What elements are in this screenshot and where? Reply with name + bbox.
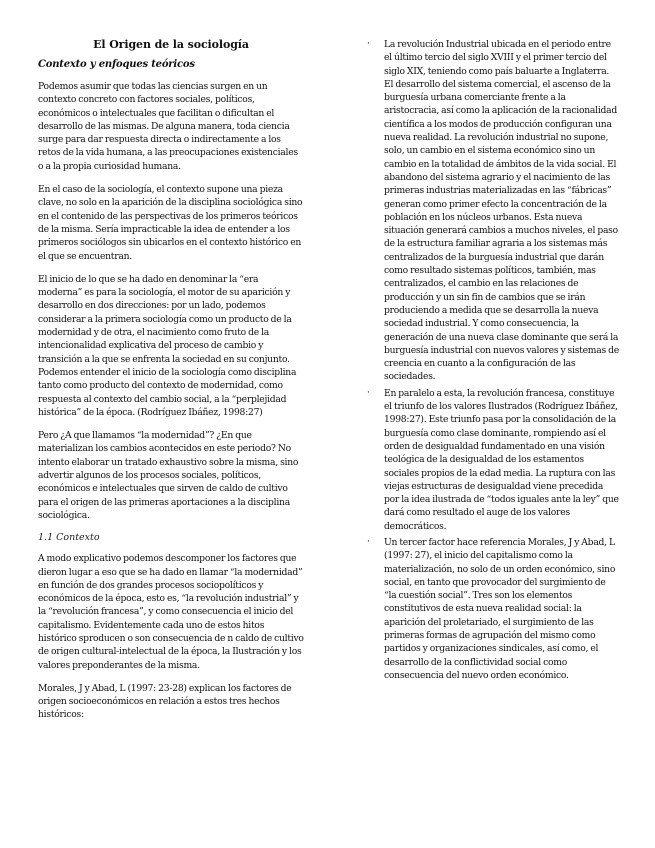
paragraph-factors: A modo explicativo podemos descomponer los factores que dieron lugar a eso que se ha dado en llamar “la modernidad” en función de dos grandes procesos sociopolíticos y económicos de la época, esto es, “la revolución industrial” y la “revolución francesa”, y como consecuencia el inicio del capitalismo. Evidentemente cada uno de estos hitos histórico sproducen o son consecuencia de n caldo de cultivo de origen cultural-intelectual de la época, la Ilustración y los valores preponderantes de la misma. bbox=[38, 553, 304, 671]
paragraph-context: En el caso de la sociología, el contexto supone una pieza clave, no solo en la aparición de la disciplina sociológica sino en el contenido de las perspectivas de los primeros teóricos de la misma. Sería impracticable la idea de entender a los primeros sociólogos sin ubicarlos en el contexto histórico en el que se encuentran. bbox=[38, 184, 303, 262]
right-column bbox=[367, 38, 620, 685]
bullet-text: Un tercer factor hace referencia Morales, J y Abad, L (1997: 27), el inicio del capitalismo como la materialización, no solo de un orden económico, sino social, en tanto que provocador del surgimiento de “la cuestión social”. Tres son los elementos constitutivos de esta nueva realidad social: la aparición del proletariado, el surgimiento de las primeras formas de agrupación del mismo como partidos y organizaciones sindicales, así como, el desarrollo de la conflictividad social como consecuencia del nuevo orden económico. bbox=[384, 536, 616, 681]
section-heading: 1.1 Contexto bbox=[38, 532, 100, 544]
list-item bbox=[367, 38, 620, 384]
document-title: El Origen de la sociología bbox=[93, 38, 249, 51]
bullet-icon: · bbox=[367, 536, 370, 547]
bullet-text: En paralelo a esta, la revolución francesa, constituye el triunfo de los valores Ilustrados (Rodríguez Ibáñez, 1998:27). Este triunfo pasa por la consolidación de la burguesía como clase dominante, rompiendo así el orden de desigualdad fundamentado en una visión teológica de la desigualdad de los estamentos sociales propios de la edad media. La ruptura con las viejas estructuras de desigualdad viene precedida por la idea ilustrada de “todos iguales ante la ley” que dará como resultado el auge de los valores democráticos. bbox=[384, 387, 619, 532]
paragraph-intro: Podemos asumir que todas las ciencias surgen en un contexto concreto con factores sociales, políticos, económicos o intelectuales que facilitan o dificultan el desarrollo de las mismas. De alguna manera, toda ciencia surge para dar respuesta directa o indirectamente a los retos de la vida humana, a las preocupaciones existenciales o a la propia curiosidad humana. bbox=[38, 81, 298, 172]
left-column bbox=[38, 38, 304, 732]
bullet-continuation: El desarrollo del sistema comercial, el ascenso de la burguesía urbana comerciante frente a la aristocracia, así como la aplicación de la racionalidad científica a los modos de producción configuran una nueva realidad. La revolución industrial no supone, solo, un cambio en el sistema económico sino un cambio en la totalidad de ámbitos de la vida social. El abandono del sistema agrario y el nacimiento de las primeras industrias materializadas en las “fábricas” generan como primer efecto la concentración de la población en los núcleos urbanos. Esta nueva situación generará cambios a muchos niveles, el paso de la estructura familiar agraria a los sistemas más centralizados de la burguesía industrial que darán como resultado sistemas políticos, también, mas centralizados, el cambio en las relaciones de producción y un sin fin de cambios que se irán produciendo a medida que se desarrolla la nueva sociedad industrial. Y como consecuencia, la generación de una nueva clase dominante que será la burguesía industrial con nuevos valores y sistemas de creencia en cuanto a la configuración de las sociedades. bbox=[384, 78, 619, 383]
subtitle-heading: Contexto y enfoques teóricos bbox=[38, 59, 195, 70]
paragraph-modernity: El inicio de lo que se ha dado en denominar la “era moderna” es para la sociología, el motor de su aparición y desarrollo en dos direcciones: por un lado, podemos considerar a la primera sociología como un producto de la modernidad y de otra, el nacimiento como fruto de la intencionalidad explicativa del proceso de cambio y transición a la que se enfrenta la sociedad en su conjunto. Podemos entender el inicio de la sociología como disciplina tanto como producto del contexto de modernidad, como respuesta al contexto del cambio social, a la “perplejidad histórica” de la época. (Rodríguez Ibáñez, 1998:27) bbox=[38, 273, 297, 418]
paragraph-question: Pero ¿A que llamamos “la modernidad”? ¿En que materializan los cambios acontecidos en este periodo? No intento elaborar un tratado exhaustivo sobre la misma, sino advertir algunos de los procesos sociales, políticos, económicos e intelectuales que sirven de caldo de cultivo para el origen de las primeras aportaciones a la disciplina sociológica. bbox=[38, 430, 299, 521]
paragraph-morales: Morales, J y Abad, L (1997: 23-28) explican los factores de origen socioeconómicos en relación a estos tres hechos históricos: bbox=[38, 682, 292, 721]
bullet-icon: · bbox=[367, 39, 370, 49]
list-item bbox=[367, 387, 620, 533]
bullet-text: La revolución Industrial ubicada en el periodo entre el último tercio del siglo XVIII y el primer tercio del siglo XIX, teniendo como país baluarte a Inglaterra. bbox=[384, 39, 611, 77]
bullet-icon: · bbox=[367, 387, 370, 398]
list-item bbox=[367, 536, 620, 682]
